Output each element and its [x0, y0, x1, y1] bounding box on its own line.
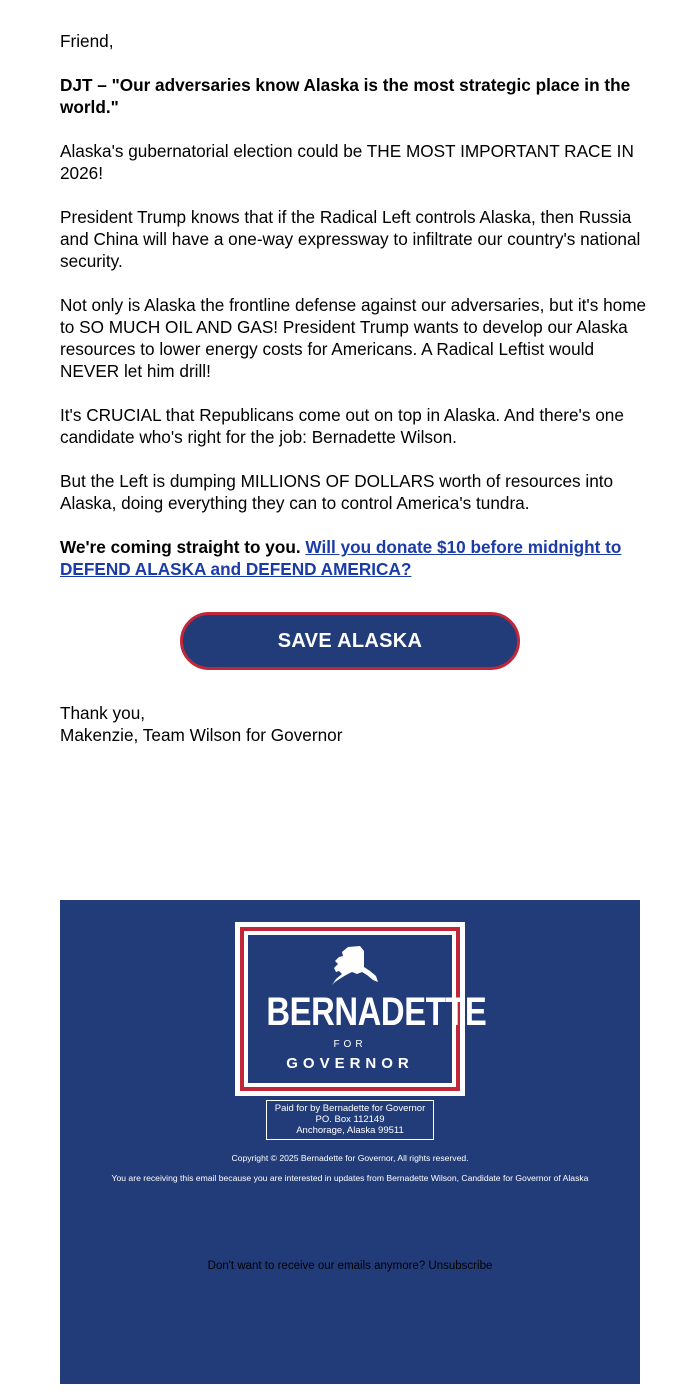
unsubscribe-link[interactable]: Don't want to receive our emails anymore? Unsubscribe — [207, 1260, 493, 1272]
logo-name: BERNADETTE — [266, 990, 487, 1034]
greeting: Friend, — [60, 31, 114, 51]
paid-for-line: Paid for by Bernadette for Governor — [274, 1103, 426, 1114]
donate-link[interactable]: Will you donate $10 before midnight to DEFEND ALASKA and DEFEND AMERICA? — [60, 537, 622, 579]
address-line: Anchorage, Alaska 99511 — [296, 1125, 404, 1136]
logo-for: FOR — [333, 1039, 367, 1050]
signoff-thanks: Thank you, — [60, 703, 146, 723]
unsubscribe-row — [60, 1260, 640, 1272]
paragraph-4: It's CRUCIAL that Republicans come out on top in Alaska. And there's one candidate who's right for the job: Bernadette Wilson. — [60, 405, 624, 447]
alaska-map-icon — [330, 945, 380, 989]
footer — [60, 900, 640, 1384]
logo-office: GOVERNOR — [286, 1055, 414, 1072]
paid-for-disclaimer — [266, 1100, 434, 1140]
campaign-logo[interactable] — [235, 922, 487, 1096]
cta-container — [180, 612, 520, 670]
signoff-signature: Makenzie, Team Wilson for Governor — [60, 725, 343, 745]
cta-paragraph — [60, 536, 650, 580]
signoff — [60, 702, 342, 746]
subscription-notice: You are receiving this email because you are interested in updates from Bernadette Wilson, Candidate for Governor of Alaska — [111, 1173, 589, 1183]
save-alaska-button[interactable]: SAVE ALASKA — [180, 612, 520, 670]
paragraph-3: Not only is Alaska the frontline defense against our adversaries, but it's home to SO MUCH OIL AND GAS! President Trump wants to develop our Alaska resources to lower energy costs for Americans. A Radical Leftist would NEVER let him drill! — [60, 295, 647, 381]
cta-lead: We're coming straight to you. — [60, 537, 301, 557]
paragraph-2: President Trump knows that if the Radical Left controls Alaska, then Russia and China will have a one-way expressway to infiltrate our country's national security. — [60, 207, 641, 271]
headline: DJT – "Our adversaries know Alaska is the most strategic place in the world." — [60, 75, 631, 117]
paragraph-1: Alaska's gubernatorial election could be THE MOST IMPORTANT RACE IN 2026! — [60, 141, 634, 183]
po-box-line: PO. Box 112149 — [315, 1114, 385, 1125]
email-body — [60, 30, 650, 602]
paragraph-5: But the Left is dumping MILLIONS OF DOLLARS worth of resources into Alaska, doing everything they can to control America's tundra. — [60, 471, 614, 513]
copyright: Copyright © 2025 Bernadette for Governor, All rights reserved. — [231, 1153, 469, 1163]
